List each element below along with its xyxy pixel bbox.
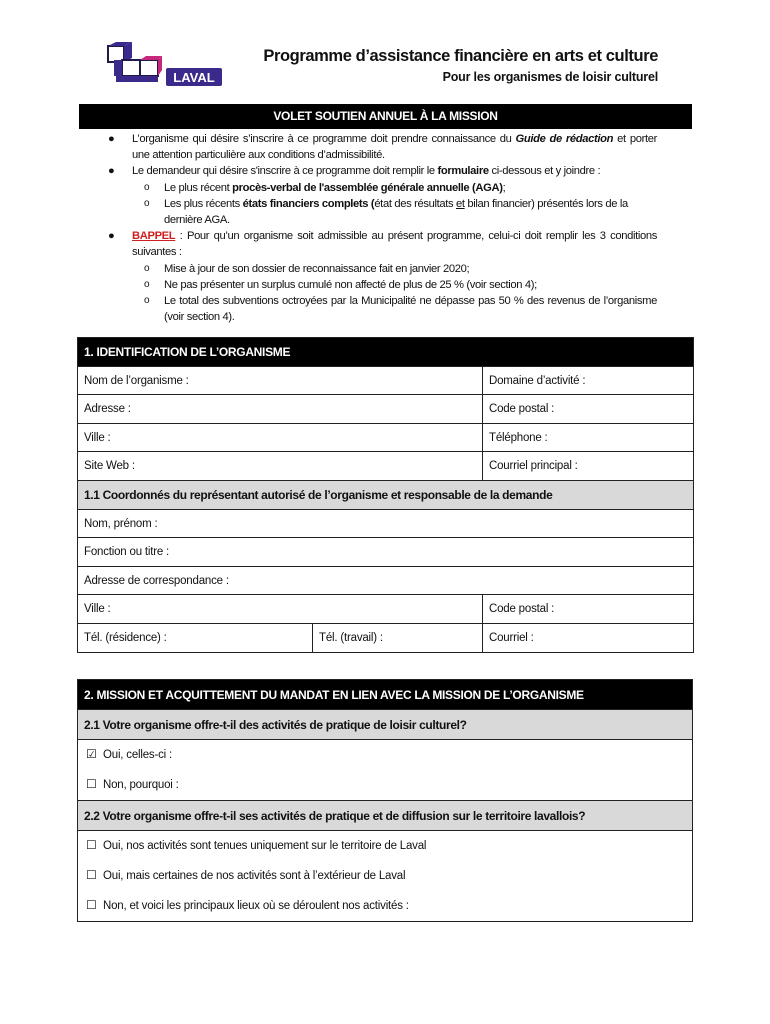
section2-table (77, 679, 693, 922)
adresse-correspondance-field[interactable]: Adresse de correspondance : (78, 567, 694, 595)
document-subtitle: Pour les organismes de loisir culturel (442, 70, 658, 84)
guide-link-text: Guide de rédaction (515, 133, 614, 145)
domaine-activite-field[interactable]: Domaine d’activité : (483, 367, 694, 395)
checkbox-icon[interactable]: ☐ (86, 898, 97, 912)
section1-table (77, 337, 694, 653)
courriel-field[interactable]: Courriel : (483, 624, 694, 653)
question-2-1: 2.1 Votre organisme offre-t-il des activités de pratique de loisir culturel? (78, 710, 693, 740)
checkbox-icon[interactable]: ☐ (86, 838, 97, 852)
rappel-label: BAPPEL (132, 230, 176, 243)
checkbox-icon[interactable]: ☐ (86, 777, 97, 791)
q2-option-1[interactable] (86, 831, 692, 861)
section1-title: 1. IDENTIFICATION DE L’ORGANISME (78, 338, 694, 367)
checkbox-checked-icon[interactable]: ☑ (86, 747, 97, 761)
code-postal-field[interactable]: Code postal : (483, 395, 694, 424)
tel-travail-field[interactable]: Tél. (travail) : (313, 624, 483, 653)
telephone-field[interactable]: Téléphone : (483, 424, 694, 452)
site-web-field[interactable]: Site Web : (78, 452, 483, 481)
section2-title: 2. MISSION ET ACQUITTEMENT DU MANDAT EN LIEN AVEC LA MISSION DE L’ORGANISME (78, 680, 693, 710)
q2-option-1-label: Oui, nos activités sont tenues uniquement sur le territoire de Laval (103, 840, 427, 852)
document-title: Programme d’assistance financière en arts et culture (263, 47, 658, 65)
nom-prenom-field[interactable]: Nom, prénom : (78, 510, 694, 538)
volet-banner: VOLET SOUTIEN ANNUEL À LA MISSION (79, 104, 692, 129)
q2-option-2[interactable] (86, 861, 692, 891)
laval-logo (106, 42, 226, 90)
intro-item-formulaire: ● Le demandeur qui désire s'inscrire à ce programme doit remplir le formulaire ci-dessous et y joindre : (108, 165, 601, 178)
fonction-field[interactable]: Fonction ou titre : (78, 538, 694, 567)
q1-option-oui-label: Oui, celles-ci : (103, 749, 173, 761)
intro-item-guide: ● L’organisme qui désire s’inscrire à ce programme doit prendre connaissance du Guide de rédaction et porter une attention particulière aux conditions d’admissibilité. (108, 133, 657, 162)
intro-list (100, 131, 657, 325)
q2-option-3-label: Non, et voici les principaux lieux où se déroulent nos activités : (103, 900, 409, 912)
nom-organisme-field[interactable]: Nom de l’organisme : (78, 367, 483, 395)
intro-subitem-pv: o Le plus récent procès-verbal de l'assemblée générale annuelle (AGA); (144, 181, 506, 194)
intro-condition-2: o Ne pas présenter un surplus cumulé non affecté de plus de 25 % (voir section 4); (144, 278, 537, 291)
code-postal-representant-field[interactable]: Code postal : (483, 595, 694, 624)
tel-residence-field[interactable]: Tél. (résidence) : (78, 624, 313, 653)
section1-1-title: 1.1 Coordonnés du représentant autorisé de l’organisme et responsable de la demande (78, 481, 694, 510)
ville-representant-field[interactable]: Ville : (78, 595, 483, 624)
logo-text: LAVAL (173, 70, 215, 85)
intro-item-rappel: ● BAPPEL : Pour qu’un organisme soit admissible au présent programme, celui-ci doit remplir les 3 conditions suivantes : (108, 230, 657, 259)
question-2-2: 2.2 Votre organisme offre-t-il ses activités de pratique et de diffusion sur le territoire lavallois? (78, 801, 693, 831)
intro-condition-3: o Le total des subventions octroyées par la Municipalité ne dépasse pas 50 % des revenus de l’organisme (voir section 4). (144, 295, 657, 324)
q2-option-3[interactable] (86, 891, 692, 921)
laval-logo-graphic (106, 42, 226, 90)
intro-subitem-etats: o Les plus récents états financiers complets (état des résultats et bilan financier) présentés lors de la dernière AGA. (144, 197, 628, 227)
courriel-principal-field[interactable]: Courriel principal : (483, 452, 694, 481)
checkbox-icon[interactable]: ☐ (86, 868, 97, 882)
q2-option-2-label: Oui, mais certaines de nos activités sont à l’extérieur de Laval (103, 870, 406, 882)
ville-field[interactable]: Ville : (78, 424, 483, 452)
adresse-field[interactable]: Adresse : (78, 395, 483, 424)
q1-option-non-label: Non, pourquoi : (103, 779, 179, 791)
intro-condition-1: o Mise à jour de son dossier de reconnaissance fait en janvier 2020; (144, 262, 470, 275)
q1-option-oui[interactable] (86, 740, 692, 770)
q1-option-non[interactable] (86, 770, 692, 800)
